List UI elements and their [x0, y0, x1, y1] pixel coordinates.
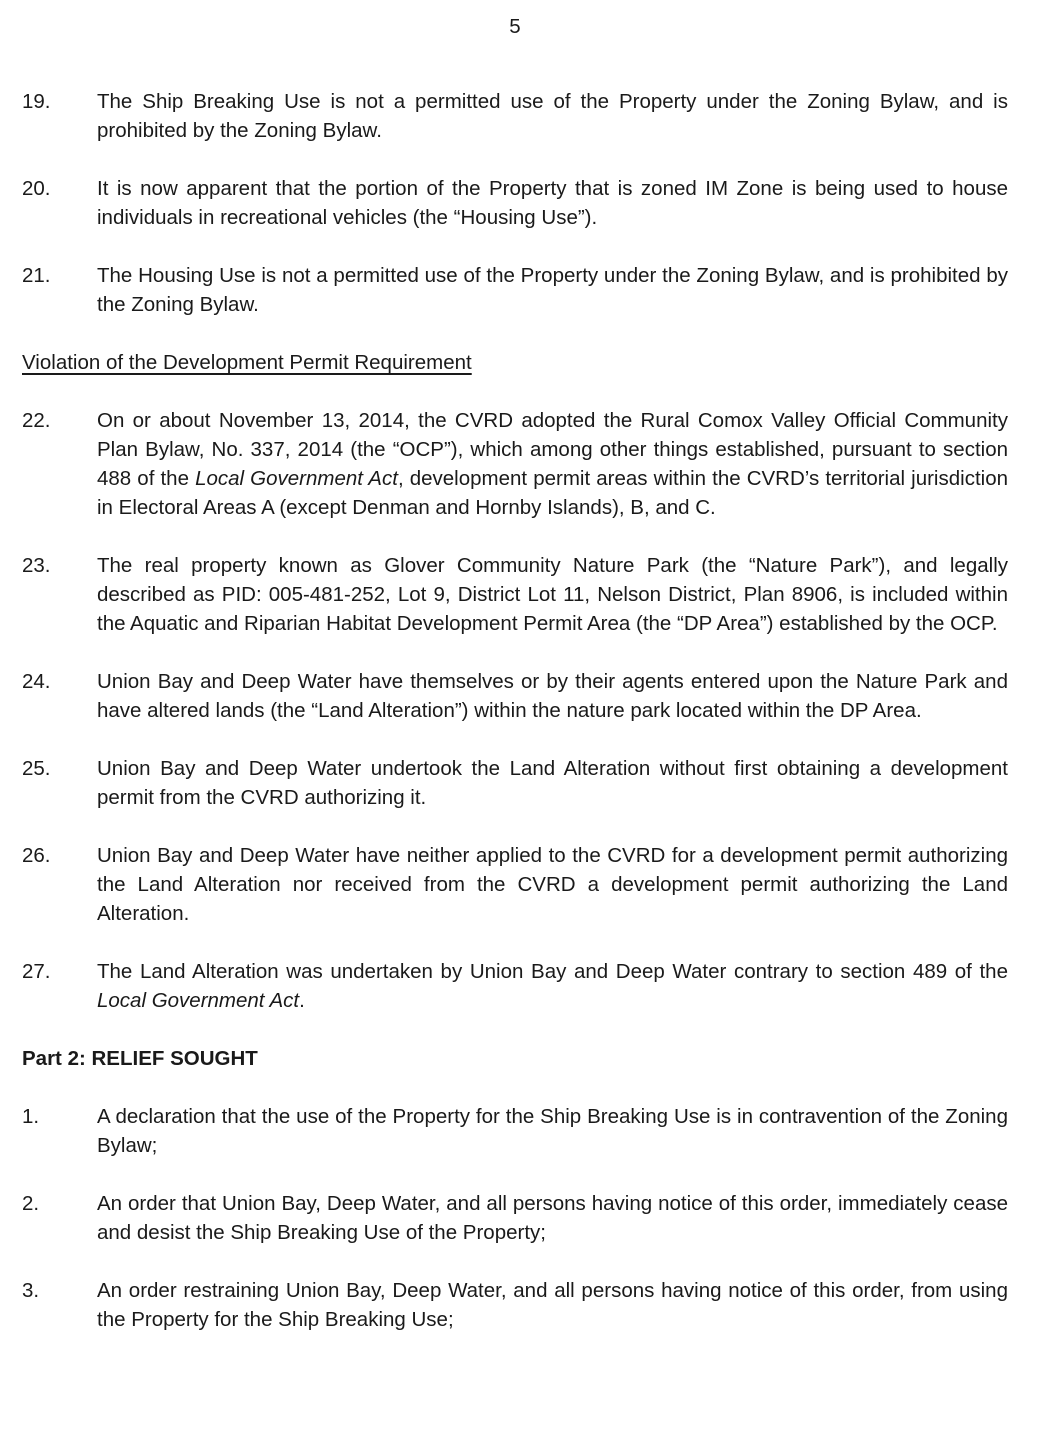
paragraph-22 [22, 406, 1008, 522]
paragraph-25 [22, 754, 1008, 812]
paragraph-27 [22, 957, 1008, 1015]
heading-violation-development-permit: Violation of the Development Permit Requirement [22, 351, 472, 374]
paragraph-number: 19. [22, 90, 51, 113]
heading-part-2-relief-sought: Part 2: RELIEF SOUGHT [22, 1047, 258, 1070]
paragraph-text: An order that Union Bay, Deep Water, and all persons having notice of this order, immediately cease and desist the Ship Breaking Use of the Property; [97, 1192, 1008, 1244]
paragraph-number: 24. [22, 670, 51, 693]
relief-paragraph-3 [22, 1276, 1008, 1334]
paragraph-26 [22, 841, 1008, 928]
paragraph-23 [22, 551, 1008, 638]
paragraph-text: On or about November 13, 2014, the CVRD adopted the Rural Comox Valley Official Community Plan Bylaw, No. 337, 2014 (the “OCP”), which among other things established, pursuant to section 488 of the Local Government Act, development permit areas within the CVRD’s territorial jurisdiction in Electoral Areas A (except Denman and Hornby Islands), B, and C. [97, 409, 1008, 519]
paragraph-text: Union Bay and Deep Water have themselves or by their agents entered upon the Nature Park and have altered lands (the “Land Alteration”) within the nature park located within the DP Area. [97, 670, 1008, 722]
paragraph-text: The real property known as Glover Community Nature Park (the “Nature Park”), and legally described as PID: 005-481-252, Lot 9, District Lot 11, Nelson District, Plan 8906, is included within the Aquatic and Riparian Habitat Development Permit Area (the “DP Area”) established by the OCP. [97, 554, 1008, 635]
paragraph-20 [22, 174, 1008, 232]
paragraph-text: The Land Alteration was undertaken by Union Bay and Deep Water contrary to section 489 of the Local Government Act. [97, 960, 1008, 1012]
paragraph-number: 22. [22, 409, 51, 432]
paragraph-number: 3. [22, 1279, 40, 1302]
paragraph-21 [22, 261, 1008, 319]
paragraph-text: Union Bay and Deep Water have neither applied to the CVRD for a development permit authorizing the Land Alteration nor received from the CVRD a development permit authorizing the Land Alteration. [97, 844, 1008, 925]
paragraph-number: 21. [22, 264, 51, 287]
paragraph-text: The Housing Use is not a permitted use of the Property under the Zoning Bylaw, and is prohibited by the Zoning Bylaw. [97, 264, 1008, 316]
paragraph-number: 23. [22, 554, 51, 577]
paragraph-text: An order restraining Union Bay, Deep Water, and all persons having notice of this order, from using the Property for the Ship Breaking Use; [97, 1279, 1008, 1331]
paragraph-number: 25. [22, 757, 51, 780]
paragraph-number: 27. [22, 960, 51, 983]
paragraph-number: 26. [22, 844, 51, 867]
page-number: 5 [509, 15, 521, 38]
paragraph-text: It is now apparent that the portion of the Property that is zoned IM Zone is being used to house individuals in recreational vehicles (the “Housing Use”). [97, 177, 1008, 229]
paragraph-text: The Ship Breaking Use is not a permitted use of the Property under the Zoning Bylaw, and is prohibited by the Zoning Bylaw. [97, 90, 1008, 142]
relief-paragraph-2 [22, 1189, 1008, 1247]
paragraph-number: 1. [22, 1105, 40, 1128]
paragraph-number: 2. [22, 1192, 40, 1215]
paragraph-text: Union Bay and Deep Water undertook the Land Alteration without first obtaining a development permit from the CVRD authorizing it. [97, 757, 1008, 809]
relief-paragraph-1 [22, 1102, 1008, 1160]
paragraph-19 [22, 87, 1008, 145]
paragraph-24 [22, 667, 1008, 725]
paragraph-text: A declaration that the use of the Property for the Ship Breaking Use is in contravention of the Zoning Bylaw; [97, 1105, 1008, 1157]
paragraph-number: 20. [22, 177, 51, 200]
